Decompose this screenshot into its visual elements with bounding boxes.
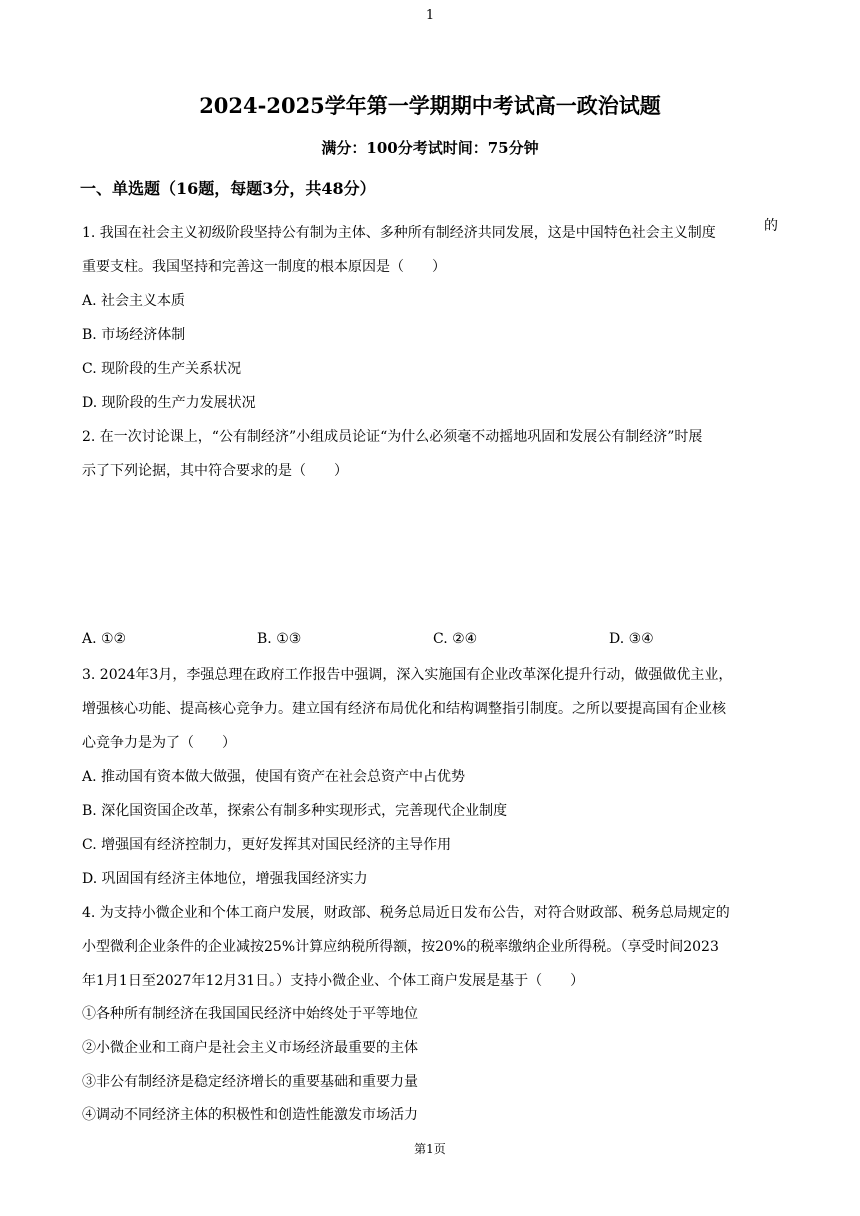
footer-page-label: 第1页 xyxy=(414,1142,446,1156)
q2-option-a: A. ①② xyxy=(82,631,127,647)
q4-stem-line3: 年1月1日至2027年12月31日。）支持小微企业、个体工商户发展是基于（ ） xyxy=(82,973,585,989)
q4-stem-line2: 小型微利企业条件的企业减按25%计算应纳税所得额，按20%的税率缴纳企业所得税。（享受时间2023 xyxy=(82,939,719,955)
q3-option-c: C. 增强国有经济控制力，更好发挥其对国民经济的主导作用 xyxy=(82,837,452,853)
q3-option-b: B. 深化国资国企改革，探索公有制多种实现形式，完善现代企业制度 xyxy=(82,803,508,819)
q4-statement-4: ④调动不同经济主体的积极性和创造性能激发市场活力 xyxy=(82,1107,418,1123)
q2-option-b: B. ①③ xyxy=(257,631,302,647)
q1-stem-line2: 重要支柱。我国坚持和完善这一制度的根本原因是（ ） xyxy=(82,259,446,275)
q4-statement-1: ①各种所有制经济在我国国民经济中始终处于平等地位 xyxy=(82,1006,418,1022)
q3-stem-line3: 心竞争力是为了（ ） xyxy=(82,735,236,751)
q1-option-d: D. 现阶段的生产力发展状况 xyxy=(82,395,256,411)
q2-option-d: D. ③④ xyxy=(609,631,654,647)
q1-stem-line1: 1. 我国在社会主义初级阶段坚持公有制为主体、多种所有制经济共同发展，这是中国特色社会主义制度 xyxy=(82,225,716,241)
q3-option-a: A. 推动国有资本做大做强，使国有资产在社会总资产中占优势 xyxy=(82,769,466,785)
exam-title: 2024-2025学年第一学期期中考试高一政治试题 xyxy=(199,93,661,118)
q1-stem-line1-tail: 的 xyxy=(764,218,778,234)
q2-stem-line1: 2. 在一次讨论课上，“公有制经济”小组成员论证“为什么必须毫不动摇地巩固和发展公有制经济”时展 xyxy=(82,429,703,445)
q3-stem-line1: 3. 2024年3月，李强总理在政府工作报告中强调，深入实施国有企业改革深化提升行动，做强做优主业， xyxy=(82,667,733,683)
q4-stem-line1: 4. 为支持小微企业和个体工商户发展，财政部、税务总局近日发布公告，对符合财政部、税务总局规定的 xyxy=(82,905,730,921)
q4-statement-3: ③非公有制经济是稳定经济增长的重要基础和重要力量 xyxy=(82,1074,418,1090)
q4-statement-2: ②小微企业和工商户是社会主义市场经济最重要的主体 xyxy=(82,1040,418,1056)
q1-option-b: B. 市场经济体制 xyxy=(82,327,186,343)
section-heading: 一、单选题（16题，每题3分，共48分） xyxy=(80,179,376,198)
q2-stem-line2: 示了下列论据，其中符合要求的是（ ） xyxy=(82,463,348,479)
q1-option-a: A. 社会主义本质 xyxy=(82,293,186,309)
header-page-number: 1 xyxy=(425,8,435,23)
exam-subtitle: 满分：100分考试时间：75分钟 xyxy=(321,139,539,157)
q1-option-c: C. 现阶段的生产关系状况 xyxy=(82,361,242,377)
q3-stem-line2: 增强核心功能、提高核心竞争力。建立国有经济布局优化和结构调整指引制度。之所以要提高国有企业核 xyxy=(82,701,726,717)
q3-option-d: D. 巩固国有经济主体地位，增强我国经济实力 xyxy=(82,871,368,887)
q2-option-c: C. ②④ xyxy=(433,631,478,647)
